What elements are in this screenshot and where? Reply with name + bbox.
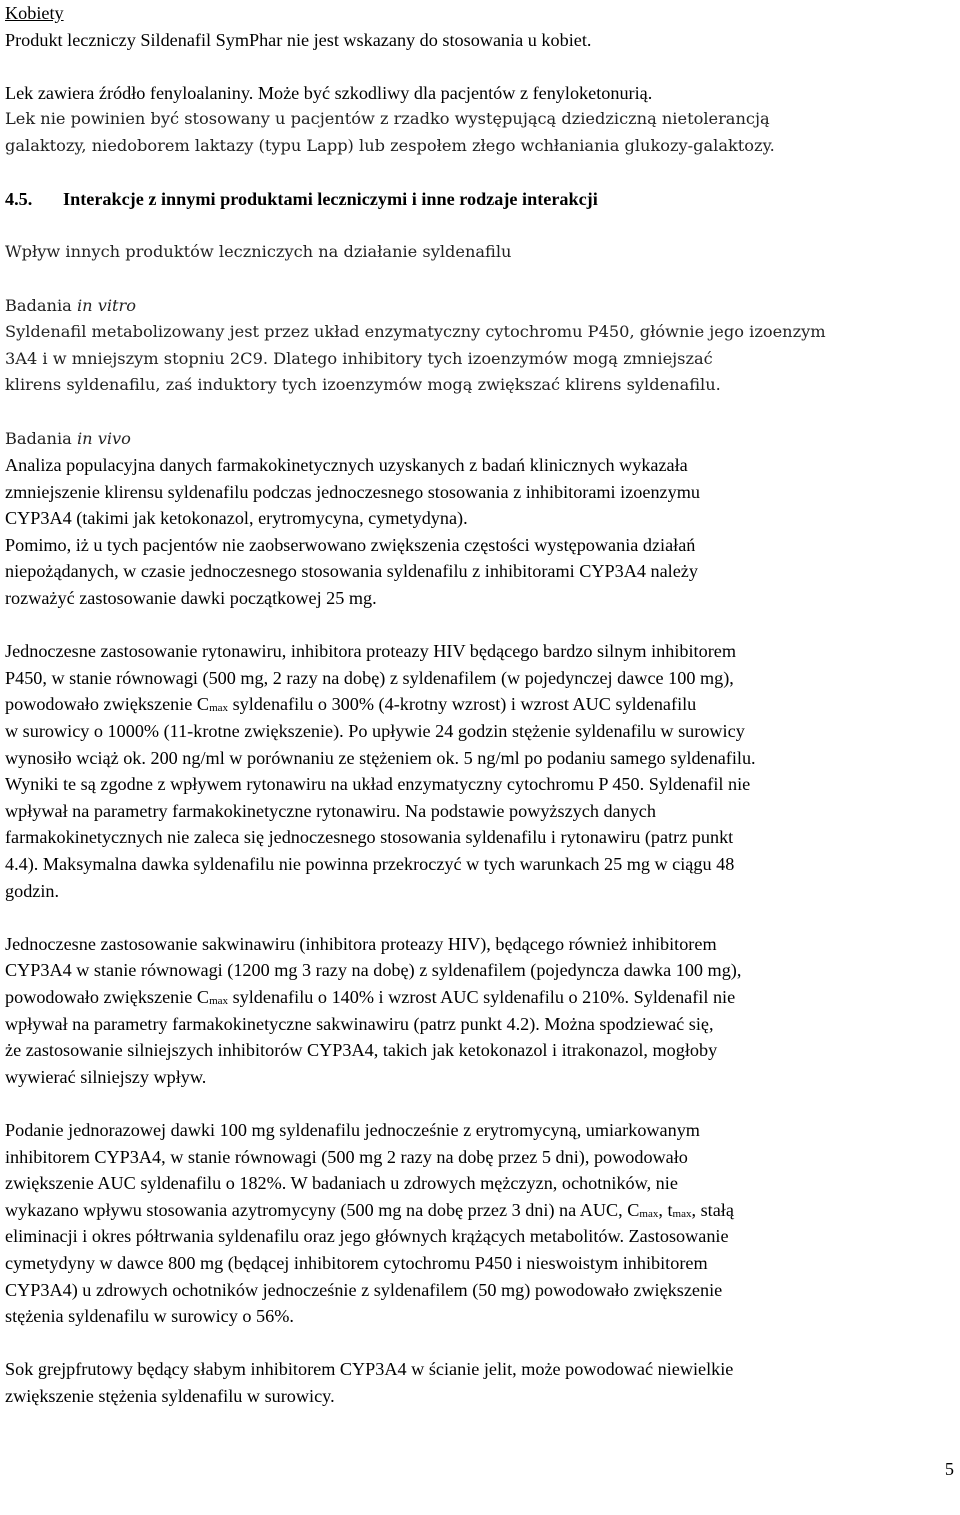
text-line: Analiza populacyjna danych farmakokinetycznych uzyskanych z badań klinicznych wykazała [5,455,688,476]
text-span: , stałą [691,1199,734,1220]
subscript: max [209,702,229,715]
text-line: rozważyć zastosowanie dawki początkowej 25 mg. [5,588,377,609]
text-line: CYP3A4 (takimi jak ketokonazol, erytromycyna, cymetydyna). [5,508,468,529]
text-line: w surowicy o 1000% (11-krotne zwiększenie). Po upływie 24 godzin stężenie syldenafilu w surowicy [5,721,745,742]
text-line: wpływał na parametry farmakokinetyczne rytonawiru. Na podstawie powyższych danych [5,800,656,821]
text-line: eliminacji i okres półtrwania syldenafilu oraz jego głównych krążących metabolitów. Zastosowanie [5,1226,729,1247]
text-line: 4.4). Maksymalna dawka syldenafilu nie powinna przekroczyć w tych warunkach 25 mg w ciągu 48 [5,854,735,874]
text-line: niepożądanych, w czasie jednoczesnego stosowania syldenafilu z inhibitorami CYP3A4 należy [5,561,698,582]
subscript: max [672,1207,692,1220]
text-line [5,691,955,718]
text-span: syldenafilu o 300% (4-krotny wzrost) i wzrost AUC syldenafilu [228,694,697,715]
text-line: Sok grejpfrutowy będący słabym inhibitorem CYP3A4 w ścianie jelit, może powodować niewielkie [5,1359,734,1380]
text-line: Produkt leczniczy Sildenafil SymPhar nie jest wskazany do stosowania u kobiet. [5,29,592,50]
document-page [5,0,955,1409]
text-line: Pomimo, iż u tych pacjentów nie zaobserwowano zwiększenia częstości występowania działań [5,534,696,555]
text-line: zmniejszenie klirensu syldenafilu podczas jednoczesnego stosowania z inhibitorami izoenzymu [5,481,700,502]
text-span: powodowało zwiększenie C [5,986,210,1007]
text-span: syldenafilu o 140% i wzrost AUC syldenafilu o 210%. Syldenafil nie [228,986,736,1007]
text-line: 3A4 i w mniejszym stopniu 2C9. Dlatego inhibitory tych izoenzymów mogą zmniejszać [5,348,713,368]
text-line: farmakokinetycznych nie zaleca się jednoczesnego stosowania syldenafilu i rytonawiru (patrz punkt [5,827,734,848]
text-line: galaktozy, niedoborem laktazy (typu Lapp) lub zespołem złego wchłaniania glukozy-galaktozy. [5,135,775,155]
text-line: Lek zawiera źródło fenyloalaniny. Może być szkodliwy dla pacjentów z fenyloketonurią. [5,82,653,103]
text-line: CYP3A4) u zdrowych ochotników jednocześnie z syldenafilem (50 mg) powodowało zwiększenie [5,1279,723,1300]
text-span: powodowało zwiększenie C [5,694,210,715]
section-number: 4.5. [5,189,33,210]
text-line: godzin. [5,880,60,901]
text-span: wykazano wpływu stosowania azytromycyny (500 mg na dobę przez 3 dni) na AUC, C [5,1199,640,1220]
text-line: wpływał na parametry farmakokinetyczne sakwinawiru (patrz punkt 4.2). Można spodziewać się, [5,1013,714,1034]
text-line: Syldenafil metabolizowany jest przez układ enzymatyczny cytochromu P450, głównie jego izoenzym [5,322,826,342]
in-vitro-heading [5,293,955,320]
text-line: stężenia syldenafilu w surowicy o 56%. [5,1306,294,1327]
text-line: Jednoczesne zastosowanie sakwinawiru (inhibitora proteazy HIV), będącego również inhibitorem [5,933,717,954]
text-line: że zastosowanie silniejszych inhibitorów CYP3A4, takich jak ketokonazol i itrakonazol, mogłoby [5,1040,718,1061]
text-line: Podanie jednorazowej dawki 100 mg syldenafilu jednocześnie z erytromycyną, umiarkowanym [5,1119,700,1140]
text-line: Jednoczesne zastosowanie rytonawiru, inhibitora proteazy HIV będącego bardzo silnym inhibitorem [5,641,736,662]
text-line: zwiększenie stężenia syldenafilu w surowicy. [5,1385,335,1406]
text-span: , t [658,1199,673,1220]
subscript: max [209,994,229,1007]
in-vivo-heading [5,426,955,453]
text-line: inhibitorem CYP3A4, w stanie równowagi (500 mg 2 razy na dobę przez 5 dni), powodowało [5,1146,688,1167]
text-line: cymetydyny w dawce 800 mg (będącej inhibitorem cytochromu P450 i nieswoistym inhibitorem [5,1252,708,1273]
section-subtitle: Wpływ innych produktów leczniczych na działanie syldenafilu [5,242,512,262]
text-line: P450, w stanie równowagi (500 mg, 2 razy na dobę) z syldenafilem (w pojedynczej dawce 100 mg), [5,667,734,688]
section-title: Interakcje z innymi produktami leczniczymi i inne rodzaje interakcji [63,189,598,210]
subscript: max [639,1207,659,1220]
heading-text: Badania [5,428,77,448]
text-line: wynosiło wciąż ok. 200 ng/ml w porównaniu ze stężeniem ok. 5 ng/ml po podaniu samego syldenafilu. [5,747,756,768]
heading-italic: in vivo [76,428,131,448]
subsection-heading-women: Kobiety [5,3,64,23]
text-line: wywierać silniejszy wpływ. [5,1066,207,1087]
page-number: 5 [944,1459,954,1479]
heading-text: Badania [5,295,77,315]
text-line: Lek nie powinien być stosowany u pacjentów z rzadko występującą dziedziczną nietolerancją [5,109,770,129]
text-line: zwiększenie AUC syldenafilu o 182%. W badaniach u zdrowych mężczyzn, ochotników, nie [5,1173,678,1194]
text-line: CYP3A4 w stanie równowagi (1200 mg 3 razy na dobę) z syldenafilem (pojedyncza dawka 100 mg), [5,960,742,981]
heading-italic: in vitro [76,295,137,315]
section-heading [5,186,955,213]
text-line: klirens syldenafilu, zaś induktory tych izoenzymów mogą zwiększać klirens syldenafilu. [5,375,721,395]
text-line: Wyniki te są zgodne z wpływem rytonawiru na układ enzymatyczny cytochromu P 450. Syldenafil nie [5,774,751,795]
text-line [5,1197,955,1224]
text-line [5,984,955,1011]
